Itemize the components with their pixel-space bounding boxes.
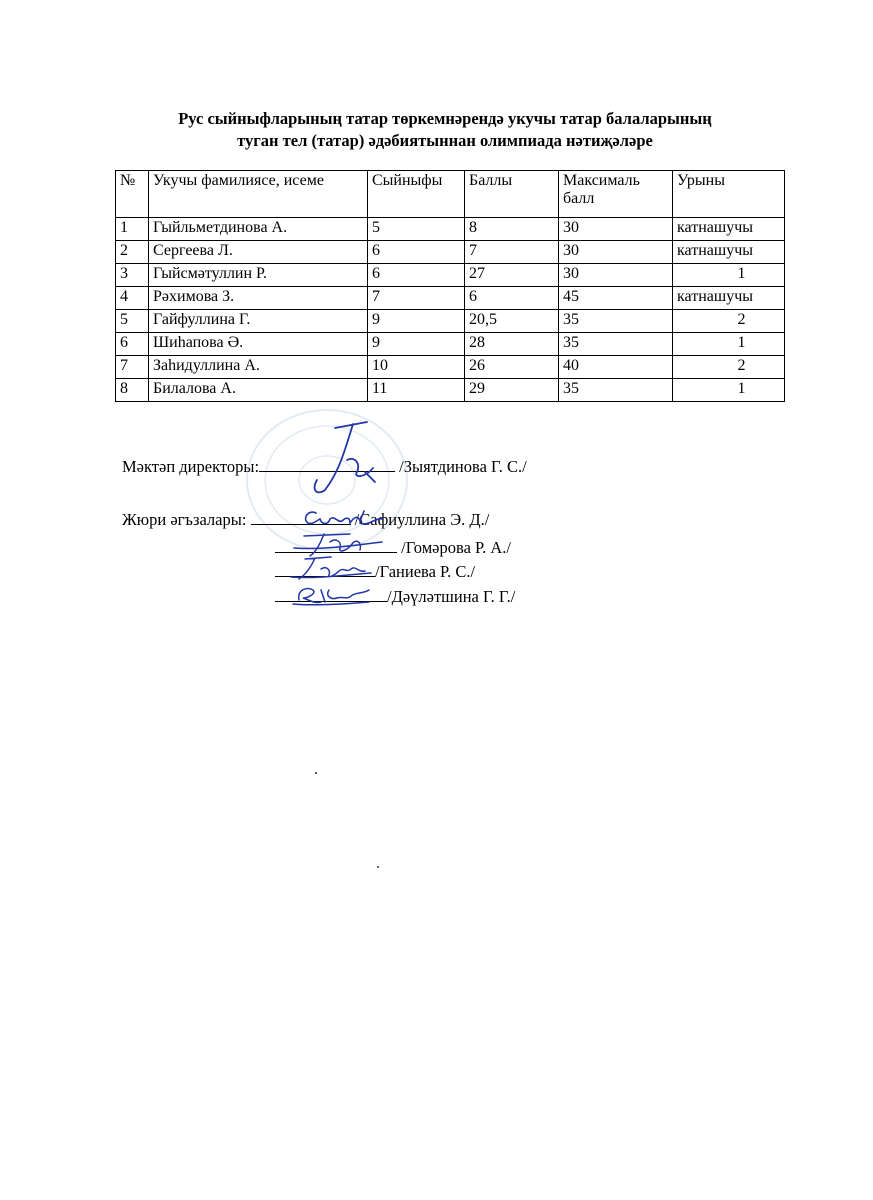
speck-mark — [315, 772, 317, 774]
document-title — [100, 108, 790, 152]
director-name: /Зыятдинова Г. С./ — [399, 457, 527, 476]
table-row — [116, 333, 785, 356]
jury-signature-image-4 — [285, 580, 375, 610]
cell-place: 2 — [673, 310, 785, 333]
cell-grade: 10 — [368, 356, 465, 379]
cell-student-name: Гыйльметдинова А. — [149, 218, 368, 241]
cell-place: 1 — [673, 264, 785, 287]
cell-number: 3 — [116, 264, 149, 287]
cell-max-score: 35 — [559, 310, 673, 333]
results-table — [115, 170, 785, 402]
cell-max-score: 35 — [559, 379, 673, 402]
jury-member-3: /Ганиева Р. С./ — [375, 562, 476, 581]
title-line-2: туган тел (татар) әдәбиятыннан олимпиада нәтиҗәләре — [237, 131, 653, 150]
speck-mark — [377, 866, 379, 868]
cell-student-name: Гайфуллина Г. — [149, 310, 368, 333]
cell-grade: 6 — [368, 264, 465, 287]
table-row — [116, 356, 785, 379]
cell-max-score: 30 — [559, 241, 673, 264]
cell-score: 26 — [465, 356, 559, 379]
cell-number: 4 — [116, 287, 149, 310]
cell-student-name: Рәхимова З. — [149, 287, 368, 310]
table-row — [116, 264, 785, 287]
cell-score: 28 — [465, 333, 559, 356]
jury-member-4: /Дәүләтшина Г. Г./ — [387, 587, 516, 606]
cell-max-score: 40 — [559, 356, 673, 379]
cell-grade: 9 — [368, 333, 465, 356]
cell-score: 8 — [465, 218, 559, 241]
cell-place: 2 — [673, 356, 785, 379]
cell-number: 6 — [116, 333, 149, 356]
cell-student-name: Сергеева Л. — [149, 241, 368, 264]
cell-student-name: Билалова А. — [149, 379, 368, 402]
cell-grade: 7 — [368, 287, 465, 310]
cell-number: 5 — [116, 310, 149, 333]
cell-score: 29 — [465, 379, 559, 402]
cell-place: катнашучы — [673, 241, 785, 264]
cell-max-score: 45 — [559, 287, 673, 310]
jury-label: Жюри әгъзалары: — [122, 510, 247, 529]
cell-max-score: 35 — [559, 333, 673, 356]
table-row — [116, 241, 785, 264]
cell-max-score: 30 — [559, 264, 673, 287]
jury-member-2: /Гомәрова Р. А./ — [401, 538, 512, 557]
cell-student-name: Шиһапова Ә. — [149, 333, 368, 356]
table-header-row — [116, 171, 785, 218]
jury-member-1: /Сафиуллина Э. Д./ — [354, 510, 490, 529]
table-row — [116, 218, 785, 241]
header-place: Урыны — [673, 171, 785, 218]
cell-place: 1 — [673, 379, 785, 402]
cell-student-name: Заһидуллина А. — [149, 356, 368, 379]
director-label: Мәктәп директоры: — [122, 457, 260, 476]
header-score: Баллы — [465, 171, 559, 218]
table-row — [116, 310, 785, 333]
title-line-1: Рус сыйныфларының татар төркемнәрендә укучы татар балаларының — [178, 109, 712, 128]
cell-score: 6 — [465, 287, 559, 310]
director-signature-image — [295, 420, 395, 500]
table-row — [116, 287, 785, 310]
cell-number: 7 — [116, 356, 149, 379]
jury-signature-image-3 — [285, 553, 375, 583]
cell-grade: 11 — [368, 379, 465, 402]
table-row — [116, 379, 785, 402]
cell-number: 1 — [116, 218, 149, 241]
header-max-score: Максималь балл — [559, 171, 673, 218]
cell-place: катнашучы — [673, 218, 785, 241]
header-student-name: Укучы фамилиясе, исеме — [149, 171, 368, 218]
cell-grade: 9 — [368, 310, 465, 333]
header-number: № — [116, 171, 149, 218]
cell-place: 1 — [673, 333, 785, 356]
header-grade: Сыйныфы — [368, 171, 465, 218]
cell-number: 2 — [116, 241, 149, 264]
cell-grade: 5 — [368, 218, 465, 241]
cell-place: катнашучы — [673, 287, 785, 310]
cell-score: 7 — [465, 241, 559, 264]
cell-max-score: 30 — [559, 218, 673, 241]
cell-score: 20,5 — [465, 310, 559, 333]
cell-number: 8 — [116, 379, 149, 402]
cell-score: 27 — [465, 264, 559, 287]
cell-student-name: Гыйсмәтуллин Р. — [149, 264, 368, 287]
cell-grade: 6 — [368, 241, 465, 264]
